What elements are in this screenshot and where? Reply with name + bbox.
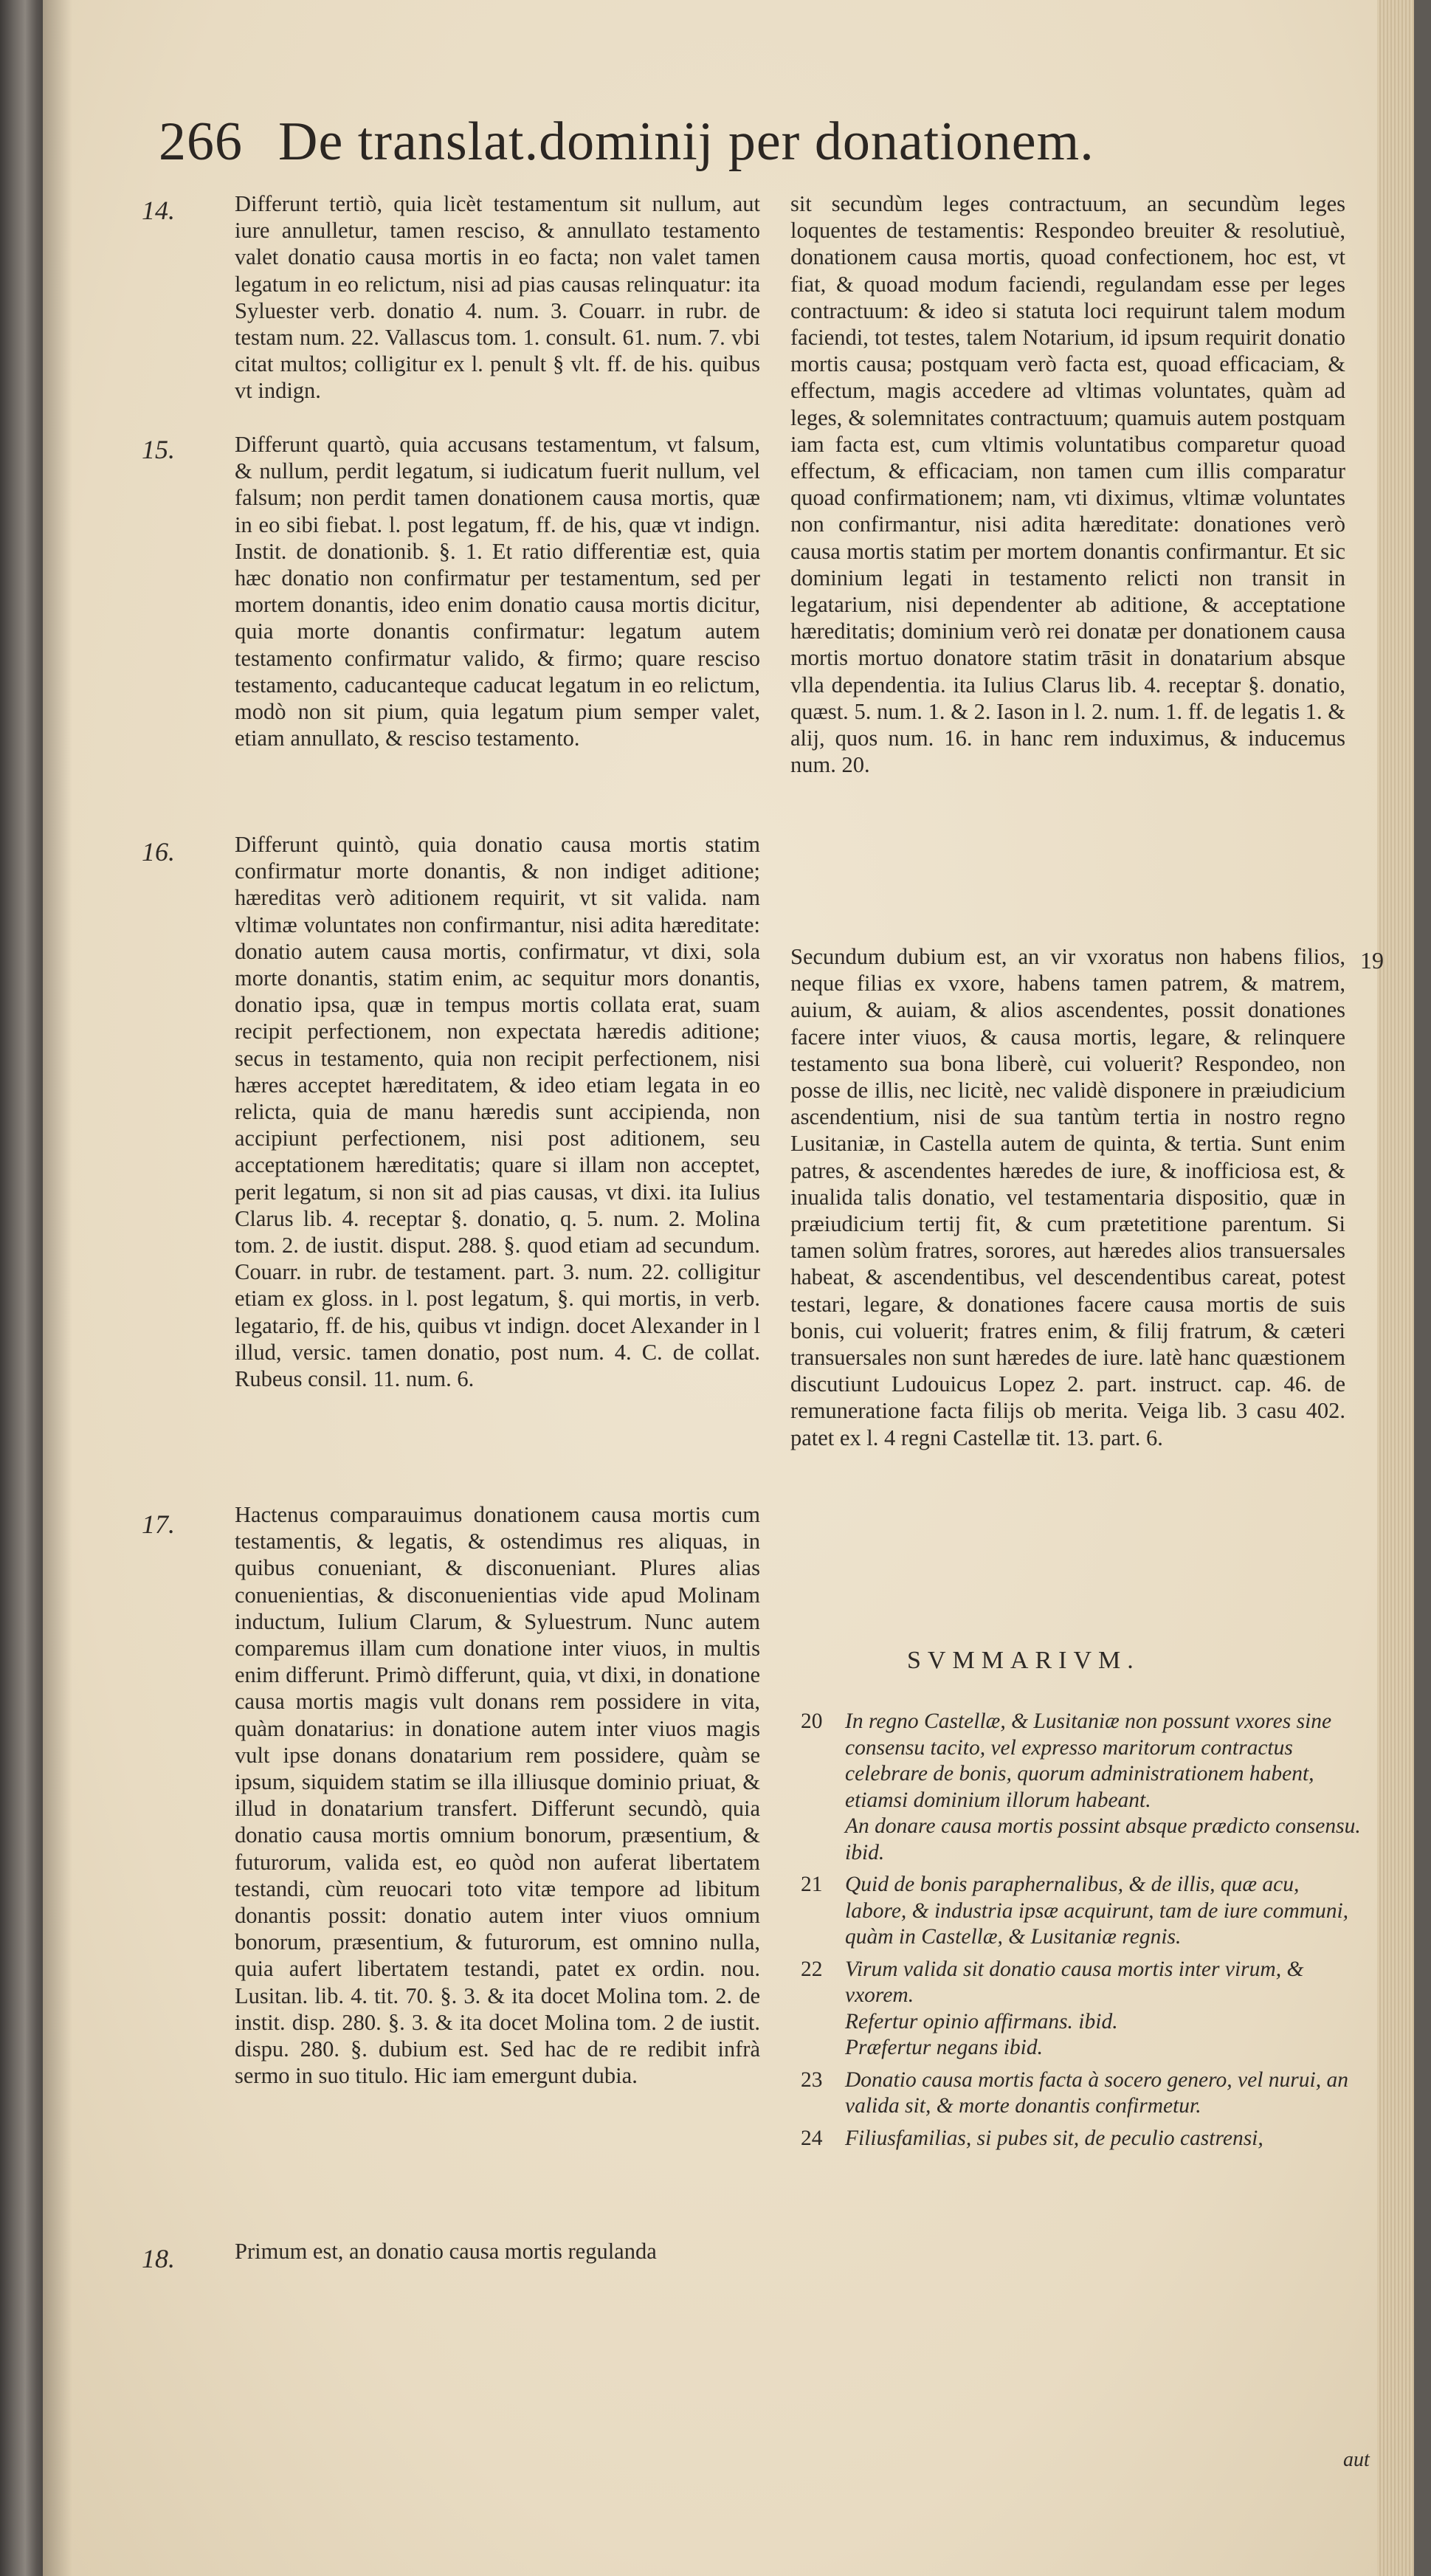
summary-text: In regno Castellæ, & Lusitaniæ non possunt vxores sine consensu tacito, vel expresso maritorum contractus celebrare de bonis, quorum administrationem habent, etiamsi dominium illorum habeant. <box>845 1709 1332 1812</box>
right-text-column <box>790 190 1345 1451</box>
page-number: 266 <box>159 111 243 172</box>
book-spine-edge <box>0 0 46 2576</box>
summary-text: Filiusfamilias, si pubes sit, de peculio castrensi, <box>845 2126 1263 2150</box>
summarium-title: SVMMARIVM. <box>907 1647 1140 1674</box>
paragraph-14: Differunt tertiò, quia licèt testamentum sit nullum, aut iure annulletur, tamen resciso, & annullato testamento valet donatio causa mortis in eo facta; non valet tamen legatum in eo relictum, nisi ad pias causas relinquatur: ita Syluester verb. donatio 4. num. 3. Couarr. in rubr. de testam num. 22. Vallascus tom. 1. consult. 61. num. 7. vbi citat multos; colligitur ex l. penult § vlt. ff. de his. quibus vt indign. <box>235 191 760 404</box>
page-title: De translat.dominij per donationem. <box>278 111 1094 172</box>
summary-text: Virum valida sit donatio causa mortis inter virum, & vxorem. <box>845 1957 1304 2007</box>
summary-number: 22 <box>801 1957 823 1981</box>
summary-item-21 <box>801 1872 1362 1951</box>
summary-number: 20 <box>801 1709 823 1733</box>
margin-number-19: 19 <box>1360 947 1384 974</box>
summary-subtext: An donare causa mortis possint absque prædicto consensu. ibid. <box>845 1814 1361 1864</box>
summary-item-22 <box>801 1957 1362 2062</box>
summary-number: 24 <box>801 2126 823 2150</box>
left-text-column <box>235 190 760 2265</box>
margin-number-14: 14. <box>142 196 175 225</box>
margin-number-16: 16. <box>142 837 175 867</box>
summary-subtext: Præfertur negans ibid. <box>845 2036 1043 2059</box>
catchword: aut <box>1343 2448 1370 2471</box>
page-header <box>159 111 1094 173</box>
summary-text: Donatio causa mortis facta à socero genero, vel nurui, an valida sit, & morte donantis confirmetur. <box>845 2067 1348 2118</box>
summary-number: 23 <box>801 2067 823 2092</box>
page-stack-edge <box>1377 0 1414 2576</box>
summary-text: Quid de bonis paraphernalibus, & de illis, quæ acu, labore, & industria ipsæ acquirunt, tam de iure communi, quàm in Castellæ, & Lusitaniæ regnis. <box>845 1873 1349 1949</box>
summarium-list <box>801 1709 1362 2157</box>
summary-number: 21 <box>801 1873 823 1896</box>
paragraph-continued: sit secundùm leges contractuum, an secundùm leges loquentes de testamentis: Respondeo breuiter & resolutiuè, donationem causa mortis, quoad confectionem, hoc est, vt fiat, & quoad modum faciendi, regulandam esse per leges contractuum: & ideo si statuta loci requirunt talem modum faciendi, tot testes, talem Notarium, id ipsum requirit donatio mortis causa; postquam verò facta est, quoad efficaciam, & effectum, magis accedere ad vltimas voluntates, quàm ad leges, & solemnitates contractuum; quamuis autem postquam iam facta est, cum vltimis voluntatibus comparetur quoad effectum, & efficaciam, non tamen cum illis comparatur quoad confirmationem; nam, vti diximus, vltimæ voluntates non confirmantur, nisi adita hæreditate: donationes verò causa mortis statim per mortem donantis confirmantur. Et sic dominium legati in testamento relicti non transit in legatarium, nisi dependenter ab aditione, & acceptatione hæreditatis; dominium verò rei donatæ per donationem causa mortis mortuo donatore statim trāsit in donatarium absque vlla dependentia. ita Iulius Clarus lib. 4. receptar §. donatio, quæst. 5. num. 1. & 2. Iason in l. 2. num. 1. ff. de legatis 1. & alij, quos num. 16. in hanc rem induximus, & inducemus num. 20. <box>790 191 1345 778</box>
margin-number-18: 18. <box>142 2244 175 2273</box>
margin-number-17: 17. <box>142 1509 175 1539</box>
paragraph-18: Primum est, an donatio causa mortis regulanda <box>235 2239 657 2264</box>
summary-item-24 <box>801 2126 1362 2152</box>
summary-item-20 <box>801 1709 1362 1866</box>
paragraph-16: Differunt quintò, quia donatio causa mortis statim confirmatur morte donantis, & non indiget aditione; hæreditas verò aditionem requirit, vt sit valida. nam vltimæ voluntates non confirmantur, nisi adita hæreditate: donatio autem causa mortis, confirmatur, vt dixi, sola morte donantis, statim enim, ac sequitur mors donantis, donatio ipsa, quæ in tempus mortis collata erat, suam recipit perfectionem, non expectata hæredis aditione; secus in testamento, quia non recipit perfectionem, nisi hæres acceptet hæreditatem, & ideo etiam legata in eo relicta, quia de manu hæredis sunt accipienda, non accipiunt perfectionem, nisi post aditionem, seu acceptationem hæreditatis; quare si illam non acceptet, perit legatum, si non sit ad pias causas, vt dixi. ita Iulius Clarus lib. 4. receptar §. donatio, q. 5. num. 2. Molina tom. 2. de iustit. disput. 288. §. quod etiam ad secundum. Couarr. in rubr. de testament. part. 3. num. 22. colligitur etiam ex gloss. in l. post legatum, §. qui mortis, in verb. legatario, ff. de his, quibus vt indign. docet Alexander in l illud, versic. tamen donatio, post num. 4. C. de collat. Rubeus consil. 11. num. 6. <box>235 832 760 1392</box>
gutter-shadow <box>43 0 72 2576</box>
paragraph-17: Hactenus comparauimus donationem causa mortis cum testamentis, & legatis, & ostendimus res aliquas, in quibus conueniant, & disconueniant. Plures alias conuenientias, & disconuenientias vide apud Molinam inductum, Iulium Clarum, & Syluestrum. Nunc autem comparemus illam cum donatione inter viuos, in multis enim differunt. Primò differunt, quia, vt dixi, in donatione causa mortis magis vult donans rem possidere in vita, quàm donatarius: in donatione autem inter viuos magis vult ipse donans donatarium rem possidere, quàm se ipsum, siquidem statim se illa illiusque dominio priuat, & illud in donatarium transfert. Differunt secundò, quia donatio causa mortis omnium bonorum, præsentium, & futurorum, valida est, eo quòd non auferat libertatem testandi, cùm reuocari toto vitæ tempore ad libitum donantis possit: donatio autem inter viuos omnium bonorum, præsentium, & futurorum, est omnino nulla, quia aufert libertatem testandi, patet ex ordin. nou. Lusitan. lib. 4. tit. 70. §. 3. & ita docet Molina tom. 2. de instit. disp. 280. §. 3. & ita docet Molina tom. 2 de iustit. dispu. 280. §. dubium est. Sed hac de re redibit infrà sermo in suo titulo. Hic iam emergunt dubia. <box>235 1502 760 2089</box>
summary-item-23 <box>801 2067 1362 2120</box>
summary-subtext: Refertur opinio affirmans. ibid. <box>845 2009 1118 2033</box>
margin-number-15: 15. <box>142 435 175 464</box>
paragraph-19: Secundum dubium est, an vir vxoratus non habens filios, neque filias ex vxore, habens tamen patrem, & matrem, auium, & auiam, & alios ascendentes, possit donationes facere inter viuos, & causa mortis, legare, & relinquere testamento sua bona liberè, cui voluerit? Respondeo, non posse de illis, nec licitè, nec validè disponere in præiudicium ascendentium, nisi de sua tantùm tertia in nostro regno Lusitaniæ, in Castella autem de quinta, & tertia. Sunt enim patres, & ascendentes hæredes de iure, & inofficiosa est, & inualida talis donatio, vel testamentaria dispositio, quæ in præiudicium tertij fit, & cum prætetitione parentum. Si tamen solùm fratres, sorores, aut hæredes alios transuersales habeat, & ascendentibus, vel descendentibus careat, potest testari, legare, & donationes facere causa mortis de suis bonis, cui voluerit; fratres enim, & filij fratrum, & cæteri transuersales non sunt hæredes de iure. latè hanc quæstionem discutiunt Ludouicus Lopez 2. part. instruct. cap. 46. de remuneratione facta filijs ob merita. Veiga lib. 3 casu 402. patet ex l. 4 regni Castellæ tit. 13. part. 6. <box>790 944 1345 1450</box>
paragraph-15: Differunt quartò, quia accusans testamentum, vt falsum, & nullum, perdit legatum, si iudicatum fuerit nullum, vel falsum; non perdit tamen donationem causa mortis, quæ in eo sibi fiebat. l. post legatum, ff. de his, quæ vt indign. Instit. de donationib. §. 1. Et ratio differentiæ est, quia hæc donatio non confirmatur per testamentum, sed per mortem donantis, ideo enim donatio causa mortis dicitur, quia morte donantis confirmatur: legatum autem testamento confirmatur valido, & firmo; quare resciso testamento, caducanteque caducat legatum in eo relictum, modò non sit pium, quia legatum pium semper valet, etiam annullato, & resciso testamento. <box>235 432 760 751</box>
